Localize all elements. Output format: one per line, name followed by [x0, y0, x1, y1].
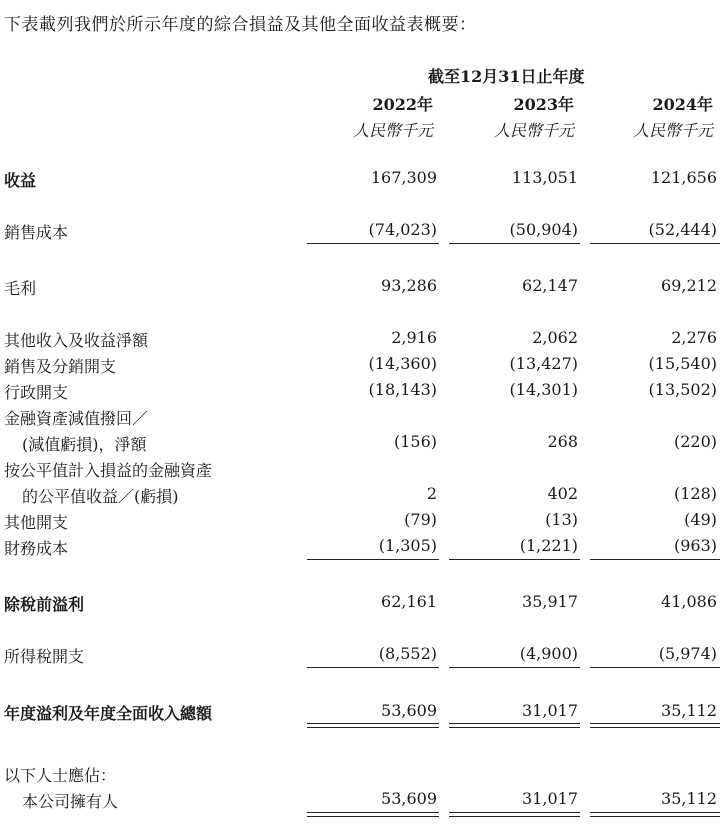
value-2024: 69,212: [661, 276, 717, 295]
value-2023: 268: [547, 432, 578, 451]
value-2023: (14,301): [509, 380, 578, 399]
value-2023: 2,062: [532, 328, 578, 347]
value-2022: 93,286: [381, 276, 437, 295]
subtotal-rule: [307, 559, 439, 560]
unit-2024-header: 人民幣千元: [632, 121, 713, 140]
value-2024: (128): [673, 484, 717, 503]
value-2022: 62,161: [381, 592, 437, 611]
table-row-other-income: [0, 328, 725, 354]
intro-text: 下表載列我們於所示年度的綜合損益及其他全面收益表概要：: [4, 15, 477, 35]
table-row-profit-before-tax: [0, 592, 725, 618]
row-label: 其他收入及收益淨額: [4, 331, 149, 350]
row-label: 收益: [4, 171, 37, 190]
unit-2023-header: 人民幣千元: [493, 121, 574, 140]
value-2023: (1,221): [519, 536, 578, 555]
value-2024: (5,974): [658, 644, 717, 663]
value-2024: (220): [673, 432, 717, 451]
table-row-admin-expenses: [0, 380, 725, 406]
subtotal-rule: [449, 559, 580, 560]
total-double-rule: [449, 812, 580, 817]
value-2023: (13,427): [509, 354, 578, 373]
value-2022: 167,309: [370, 168, 437, 187]
value-2024: 35,112: [661, 701, 717, 720]
value-2022: 2: [426, 484, 437, 503]
table-row-fair-value: [0, 484, 725, 510]
table-row-gross-profit: [0, 276, 725, 302]
value-2022: (8,552): [378, 644, 437, 663]
value-2024: (963): [673, 536, 717, 555]
row-label: 財務成本: [4, 539, 69, 558]
subtotal-rule: [449, 667, 580, 668]
row-label: 行政開支: [4, 383, 69, 402]
value-2023: 62,147: [522, 276, 578, 295]
total-double-rule: [449, 723, 580, 728]
value-2024: (15,540): [648, 354, 717, 373]
total-double-rule: [590, 723, 720, 728]
row-label: (減值虧損)，淨額: [22, 435, 147, 454]
value-2022: (14,360): [368, 354, 437, 373]
row-label: 按公平值計入損益的金融資產: [4, 461, 213, 480]
row-label: 本公司擁有人: [22, 792, 119, 811]
subtotal-rule: [590, 559, 720, 560]
year-2024-header: 2024年: [652, 95, 713, 114]
value-2023: (4,900): [519, 644, 578, 663]
table-row-attributable-label: [0, 763, 725, 789]
table-row-selling-expenses: [0, 354, 725, 380]
subtotal-rule: [307, 243, 439, 244]
value-2022: 53,609: [381, 789, 437, 808]
value-2022: (74,023): [368, 220, 437, 239]
table-row-revenue: [0, 168, 725, 194]
row-label: 的公平值收益／(虧損): [22, 487, 179, 506]
value-2023: 113,051: [511, 168, 578, 187]
row-label: 年度溢利及年度全面收入總額: [4, 704, 213, 723]
total-double-rule: [307, 723, 439, 728]
row-label: 除稅前溢利: [4, 595, 85, 614]
row-label: 毛利: [4, 279, 37, 298]
total-double-rule: [590, 812, 720, 817]
value-2022: 2,916: [391, 328, 437, 347]
table-row-fair-value-label: [0, 458, 725, 484]
value-2022: (156): [393, 432, 437, 451]
subtotal-rule: [590, 667, 720, 668]
subtotal-rule: [590, 243, 720, 244]
value-2024: (52,444): [648, 220, 717, 239]
value-2024: 2,276: [671, 328, 717, 347]
row-label: 銷售及分銷開支: [4, 357, 117, 376]
unit-2022-header: 人民幣千元: [352, 121, 433, 140]
value-2022: (79): [404, 510, 437, 529]
year-2022-header: 2022年: [372, 95, 433, 114]
row-label: 銷售成本: [4, 223, 69, 242]
value-2023: (13): [545, 510, 578, 529]
subtotal-rule: [307, 667, 439, 668]
period-header: 截至12月31日止年度: [428, 67, 585, 86]
year-2023-header: 2023年: [513, 95, 574, 114]
row-label: 其他開支: [4, 513, 69, 532]
row-label: 以下人士應佔：: [4, 766, 117, 785]
value-2022: (18,143): [368, 380, 437, 399]
table-row-impairment-label: [0, 406, 725, 432]
value-2024: (13,502): [648, 380, 717, 399]
value-2022: 53,609: [381, 701, 437, 720]
total-double-rule: [307, 812, 439, 817]
subtotal-rule: [449, 243, 580, 244]
row-label: 金融資產減值撥回／: [4, 409, 149, 428]
table-row-impairment: [0, 432, 725, 458]
value-2023: (50,904): [509, 220, 578, 239]
value-2023: 31,017: [522, 789, 578, 808]
value-2023: 31,017: [522, 701, 578, 720]
row-label: 所得稅開支: [4, 647, 85, 666]
value-2024: 41,086: [661, 592, 717, 611]
value-2024: (49): [684, 510, 717, 529]
value-2024: 121,656: [650, 168, 717, 187]
value-2023: 35,917: [522, 592, 578, 611]
table-row-other-expenses: [0, 510, 725, 536]
value-2022: (1,305): [378, 536, 437, 555]
value-2024: 35,112: [661, 789, 717, 808]
value-2023: 402: [547, 484, 578, 503]
